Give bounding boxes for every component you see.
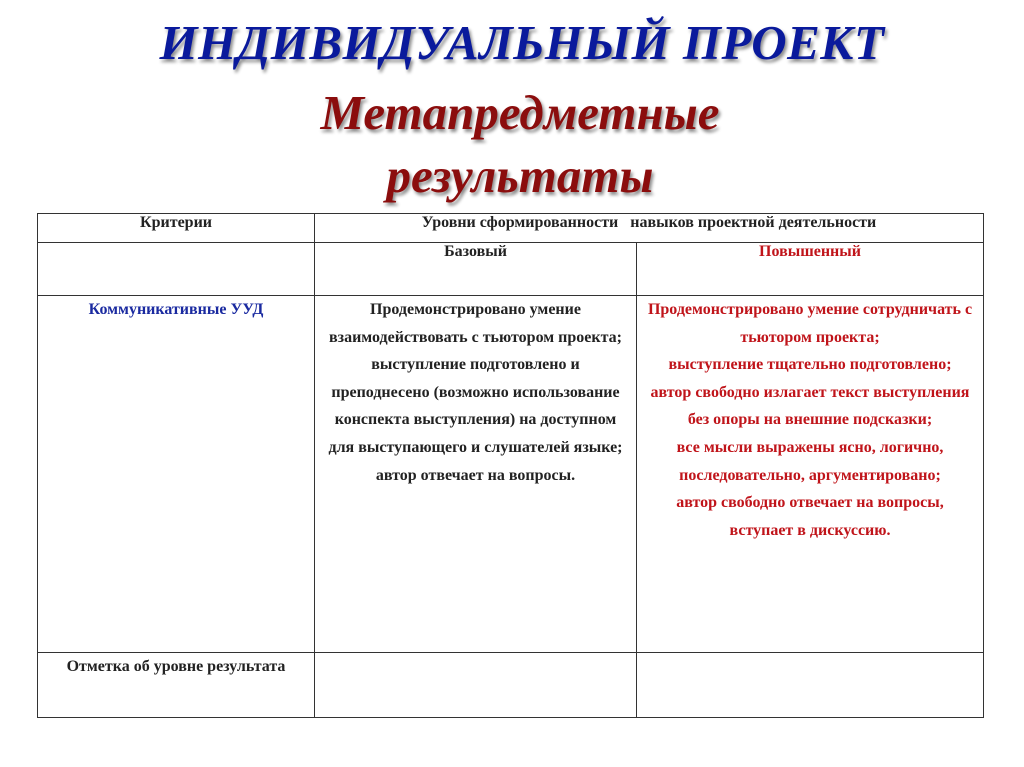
basic-mark-cell	[315, 653, 637, 718]
basic-description-line: автор отвечает на вопросы.	[375, 466, 576, 484]
advanced-description-line: выступление тщательно подготовлено;	[668, 356, 952, 374]
advanced-description-line: Продемонстрировано умение сотрудничать с тьютором проекта;	[647, 301, 973, 346]
slide-subtitle-line2: результаты	[386, 148, 654, 203]
advanced-description	[637, 296, 984, 653]
criterion-communicative: Коммуникативные УУД	[38, 296, 315, 653]
level-basic: Базовый	[315, 243, 637, 296]
criterion-result-mark: Отметка об уровне результата	[38, 653, 315, 718]
header-criteria: Критерии	[38, 214, 315, 243]
empty-cell	[38, 243, 315, 296]
slide-subtitle-line1: Метапредметные	[320, 85, 720, 140]
header-levels: Уровни сформированности навыков проектной деятельности	[315, 214, 984, 243]
advanced-description-line: вступает в дискуссию.	[729, 521, 891, 539]
slide-title: ИНДИВИДУАЛЬНЫЙ ПРОЕКТ	[159, 15, 885, 70]
basic-description	[315, 296, 637, 653]
table-row	[38, 296, 984, 653]
table-header-row	[38, 214, 984, 243]
advanced-mark-cell	[637, 653, 984, 718]
level-advanced: Повышенный	[637, 243, 984, 296]
basic-description-line: Продемонстрировано умение взаимодействовать с тьютором проекта;	[329, 301, 622, 346]
advanced-description-line: автор свободно отвечает на вопросы,	[676, 494, 944, 512]
basic-description-line: выступление подготовлено и преподнесено (возможно использование конспекта выступления) на доступном для выступающего и слушателей языке;	[328, 356, 623, 456]
advanced-description-line: все мысли выражены ясно, логично, последовательно, аргументировано;	[676, 438, 944, 484]
table-row	[38, 653, 984, 718]
advanced-description-line: автор свободно излагает текст выступления без опоры на внешние подсказки;	[650, 383, 970, 429]
criteria-table	[37, 213, 984, 718]
level-names-row	[38, 243, 984, 296]
